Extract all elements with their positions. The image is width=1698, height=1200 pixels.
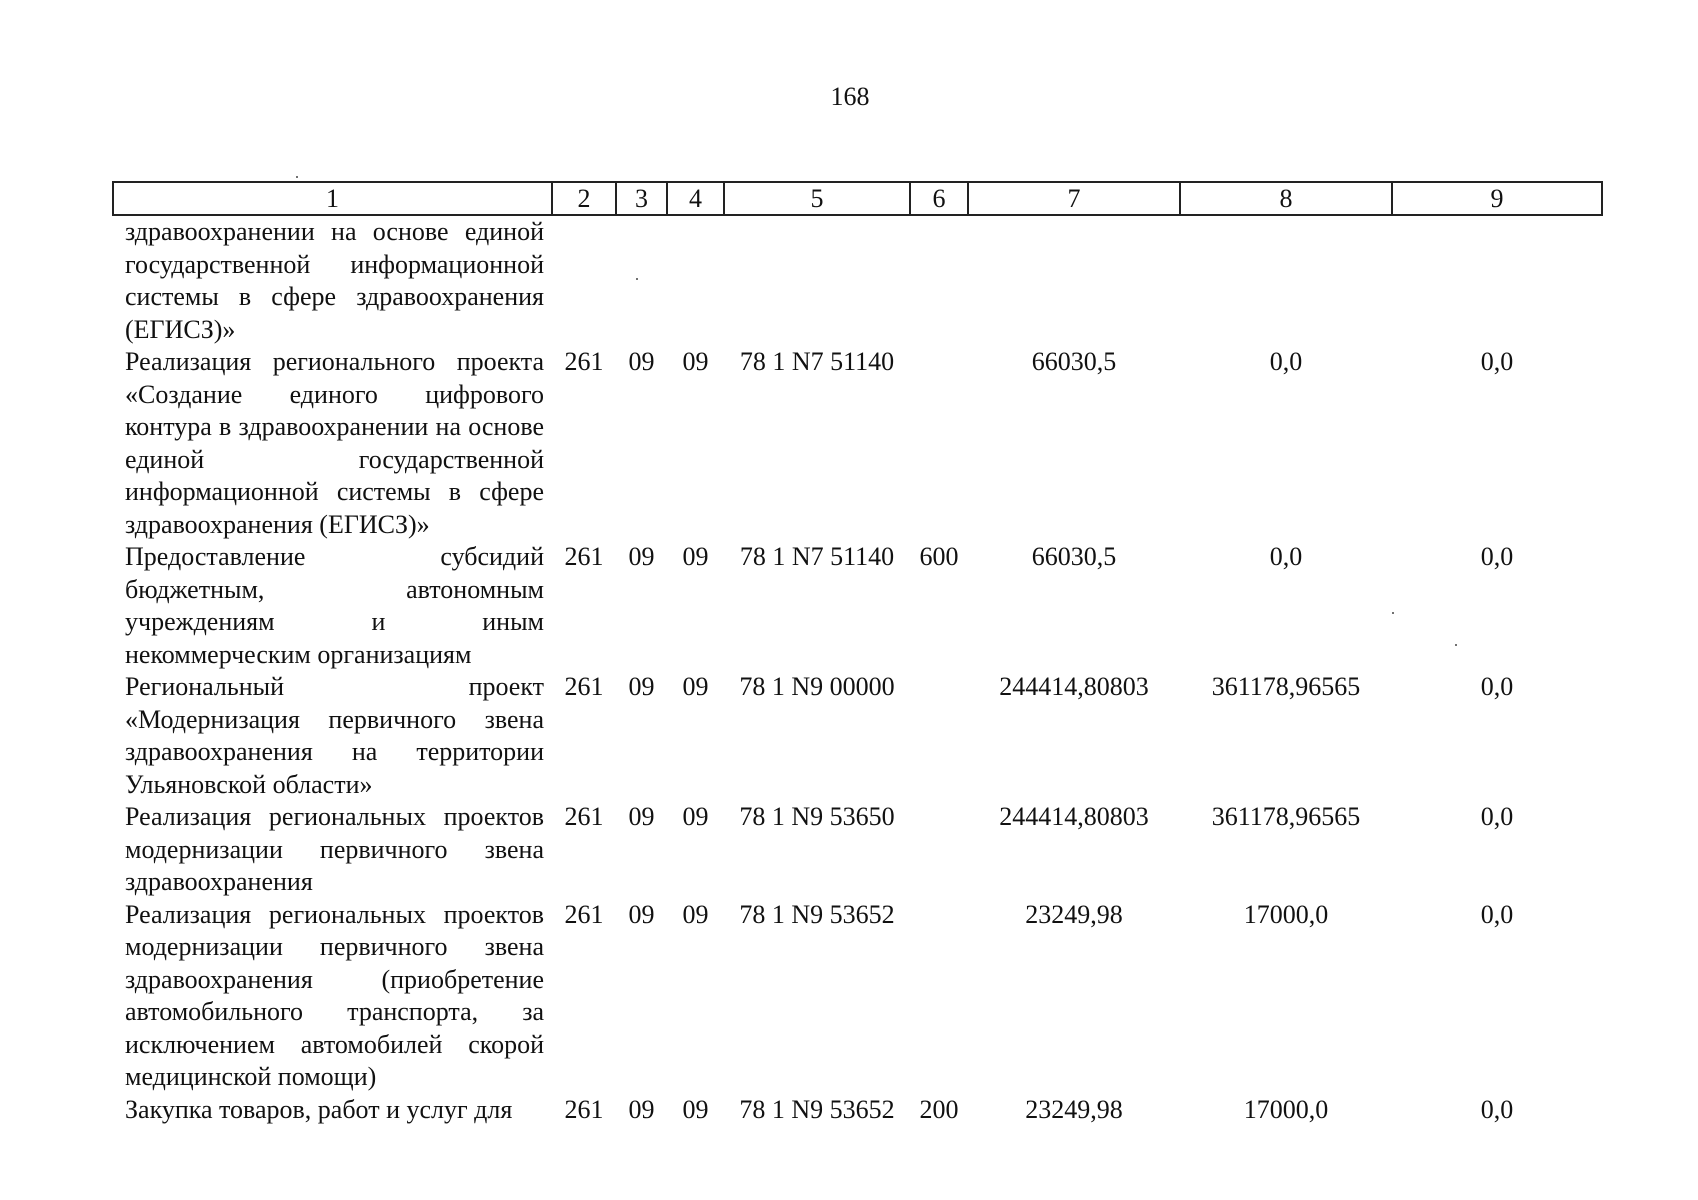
row-col-2: 261 [564, 672, 604, 701]
table-row [113, 899, 1602, 1094]
row-col-3: 09 [628, 899, 655, 929]
row-col-3 [616, 215, 667, 346]
table-row [113, 1094, 1602, 1127]
row-col-9: 0,0 [1480, 899, 1514, 929]
table-row [113, 671, 1602, 801]
header-col-8: 8 [1180, 182, 1392, 215]
row-col-2: 261 [564, 347, 604, 376]
row-col-8 [1180, 215, 1392, 346]
row-col-3: 09 [628, 542, 655, 571]
header-col-5: 5 [724, 182, 910, 215]
row-col-4: 09 [682, 899, 709, 929]
row-col-6: 200 [919, 1094, 959, 1124]
row-description: Реализация региональных проектов модернизации первичного звена здравоохранения (приобретение автомобильного транспорта, за исключением автомобилей скорой медицинской помощи) [125, 899, 544, 1091]
header-col-2: 2 [552, 182, 616, 215]
row-col-3: 09 [628, 802, 655, 831]
row-col-9: 0,0 [1480, 347, 1514, 376]
row-col-9: 0,0 [1480, 1094, 1514, 1124]
row-col-2: 261 [564, 802, 604, 831]
row-col-6: 600 [919, 542, 959, 571]
row-col-6 [910, 899, 968, 1094]
row-col-9: 0,0 [1480, 542, 1514, 571]
row-col-2: 261 [564, 542, 604, 571]
row-col-8: 0,0 [1269, 542, 1303, 571]
row-col-8: 17000,0 [1243, 1094, 1329, 1124]
scan-speck [296, 176, 298, 178]
row-col-3: 09 [628, 1094, 655, 1124]
header-col-6: 6 [910, 182, 968, 215]
row-col-9 [1392, 215, 1602, 346]
row-col-9: 0,0 [1480, 802, 1514, 831]
row-col-4: 09 [682, 1094, 709, 1124]
table-row [113, 541, 1602, 671]
row-description: здравоохранении на основе единой государственной информационной системы в сфере здравоохранения (ЕГИСЗ)» [125, 217, 544, 344]
header-col-9: 9 [1392, 182, 1602, 215]
row-col-4: 09 [682, 347, 709, 376]
row-col-8: 361178,96565 [1211, 672, 1361, 701]
row-col-7: 23249,98 [1025, 899, 1123, 929]
row-col-9: 0,0 [1480, 672, 1514, 701]
row-col-4 [667, 215, 724, 346]
row-col-8: 17000,0 [1243, 899, 1329, 929]
row-col-6 [910, 801, 968, 899]
row-col-2: 261 [564, 1094, 604, 1124]
header-col-3: 3 [616, 182, 667, 215]
row-col-7: 23249,98 [1025, 1094, 1123, 1124]
row-col-2: 261 [564, 899, 604, 929]
row-col-5: 78 1 N9 00000 [739, 672, 895, 701]
row-col-5: 78 1 N7 51140 [739, 542, 895, 571]
row-col-5: 78 1 N7 51140 [739, 347, 895, 376]
row-col-7: 244414,80803 [999, 672, 1149, 701]
row-col-6 [910, 346, 968, 541]
row-col-7 [968, 215, 1180, 346]
row-description: Предоставление субсидий бюджетным, автономным учреждениям и иным некоммерческим организациям [125, 542, 544, 669]
row-description: Закупка товаров, работ и услуг для [125, 1094, 513, 1124]
budget-table [112, 181, 1603, 1126]
row-col-3: 09 [628, 347, 655, 376]
row-col-7: 66030,5 [1031, 542, 1117, 571]
row-description: Реализация региональных проектов модернизации первичного звена здравоохранения [125, 802, 544, 896]
row-col-8: 0,0 [1269, 347, 1303, 376]
row-col-7: 244414,80803 [999, 802, 1149, 831]
row-description: Реализация регионального проекта «Создание единого цифрового контура в здравоохранении на основе единой государственной информационной системы в сфере здравоохранения (ЕГИСЗ)» [125, 347, 544, 539]
header-row [113, 182, 1602, 215]
row-col-6 [910, 215, 968, 346]
row-col-8: 361178,96565 [1211, 802, 1361, 831]
table-row [113, 801, 1602, 899]
row-col-2 [552, 215, 616, 346]
row-col-6 [910, 671, 968, 801]
row-col-5: 78 1 N9 53652 [739, 1094, 895, 1124]
row-col-5: 78 1 N9 53650 [739, 802, 895, 831]
row-col-4: 09 [682, 802, 709, 831]
header-col-7: 7 [968, 182, 1180, 215]
row-col-5 [724, 215, 910, 346]
header-col-1: 1 [113, 182, 552, 215]
row-col-4: 09 [682, 672, 709, 701]
row-col-7: 66030,5 [1031, 347, 1117, 376]
table-row [113, 346, 1602, 541]
page-number: 168 [830, 82, 870, 111]
header-col-4: 4 [667, 182, 724, 215]
row-col-3: 09 [628, 672, 655, 701]
row-description: Региональный проект «Модернизация первичного звена здравоохранения на территории Ульяновской области» [125, 672, 544, 799]
row-col-4: 09 [682, 542, 709, 571]
table-row [113, 215, 1602, 346]
row-col-5: 78 1 N9 53652 [739, 899, 895, 929]
